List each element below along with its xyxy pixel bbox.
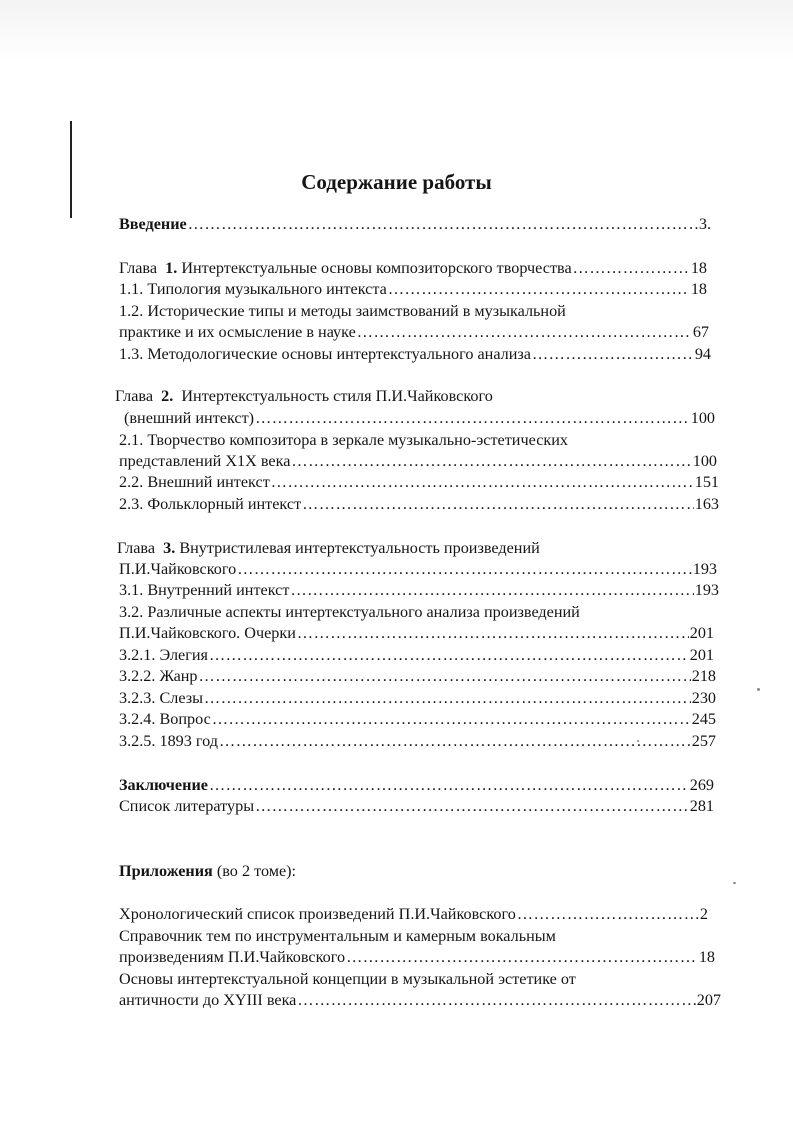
toc-leader — [209, 775, 689, 795]
toc-label: Введение — [119, 215, 187, 233]
scan-speck — [733, 882, 736, 884]
toc-entry-2-1 — [119, 451, 717, 471]
toc-leader — [297, 623, 689, 643]
toc-page: 151 — [694, 473, 719, 491]
toc-leader — [388, 279, 690, 299]
chapter-title: Интертекстуальные основы композиторского творчества — [181, 259, 572, 277]
toc-entry-chapter-2-line1 — [115, 386, 493, 406]
toc-leader — [212, 709, 691, 729]
scan-speck — [757, 688, 760, 691]
toc-leader — [199, 666, 691, 686]
toc-leader — [517, 904, 699, 924]
toc-label: 3.2.2. Жанр — [119, 667, 198, 685]
toc-label: 3.2.3. Слезы — [119, 689, 203, 707]
appendix-heading — [119, 861, 296, 881]
toc-leader — [255, 408, 690, 428]
toc-page: 94 — [694, 345, 711, 363]
toc-entry-chapter-2 — [124, 408, 715, 428]
toc-leader — [271, 472, 694, 492]
toc-page: 163 — [694, 495, 719, 513]
chapter-title: Интертекстуальность стиля П.И.Чайковского — [181, 387, 493, 405]
scan-shadow — [0, 0, 793, 60]
toc-entry-chapter-3-line1 — [117, 538, 540, 558]
chapter-word: Глава — [115, 387, 154, 405]
toc-label: 2.2. Внешний интекст — [119, 473, 270, 491]
toc-entry-3-2-5 — [119, 731, 716, 751]
toc-entry-1-3 — [119, 344, 711, 364]
toc-label — [119, 258, 572, 278]
toc-label: 1.3. Методологические основы интертекстуального анализа — [119, 345, 531, 363]
toc-entry-intro — [119, 214, 711, 234]
toc-label: (внешний интекст) — [124, 409, 255, 427]
chapter-title: Внутристилевая интертекстуальность произведений — [179, 539, 540, 557]
chapter-number: 2. — [161, 387, 174, 405]
toc-leader — [219, 731, 691, 751]
toc-entry-1-2 — [119, 322, 709, 342]
toc-page: 3. — [698, 215, 711, 233]
toc-label: 2.3. Фольклорный интекст — [119, 495, 302, 513]
toc-entry-chapter-1 — [119, 258, 707, 278]
toc-leader — [297, 990, 695, 1010]
toc-label: 1.1. Типология музыкального интекста — [119, 280, 387, 298]
toc-leader — [204, 688, 691, 708]
toc-page: 193 — [694, 581, 719, 599]
toc-entry-appendix-1 — [119, 904, 708, 924]
toc-label: представлений Х1Х века — [119, 452, 291, 470]
toc-entry-1-1 — [119, 279, 707, 299]
toc-entry-2-2 — [119, 472, 719, 492]
toc-page: 201 — [689, 646, 714, 664]
appendix-label: Приложения — [119, 862, 213, 880]
toc-entry-3-1 — [119, 580, 719, 600]
toc-leader — [532, 344, 694, 364]
toc-label: 3.2.5. 1893 год — [119, 732, 218, 750]
toc-label: практике и их осмысление в науке — [119, 323, 356, 341]
toc-page: 257 — [691, 732, 716, 750]
toc-label: Заключение — [119, 776, 208, 794]
toc-page: 100 — [690, 409, 715, 427]
toc-page: 18 — [698, 948, 715, 966]
toc-entry-appendix-2 — [119, 947, 715, 967]
toc-entry-3-2-line1: 3.2. Различные аспекты интертекстуального анализа произведений — [119, 603, 580, 621]
toc-leader — [188, 214, 698, 234]
toc-label: античности до XYIII века — [119, 991, 297, 1009]
chapter-word: Глава — [119, 259, 158, 277]
toc-page: 245 — [691, 710, 716, 728]
toc-label: Список литературы — [119, 797, 255, 815]
toc-label: Хронологический список произведений П.И.Чайковского — [119, 905, 516, 923]
chapter-number: 1. — [165, 259, 178, 277]
toc-leader — [290, 580, 693, 600]
toc-page: 230 — [691, 689, 716, 707]
toc-entry-appendix-3-line1: Основы интертекстуальной концепции в музыкальной эстетике от — [119, 970, 576, 988]
toc-entry-appendix-2-line1: Справочник тем по инструментальным и камерным вокальным — [119, 927, 556, 945]
toc-entry-3-2-1 — [119, 645, 714, 665]
toc-leader — [302, 494, 694, 514]
toc-label: П.И.Чайковского — [119, 560, 237, 578]
toc-page: 67 — [692, 323, 709, 341]
toc-entry-chapter-3 — [119, 559, 717, 579]
toc-entry-3-2-4 — [119, 709, 716, 729]
toc-entry-3-2-2 — [119, 666, 716, 686]
toc-label: П.И.Чайковского. Очерки — [119, 624, 296, 642]
chapter-number: 3. — [163, 539, 176, 557]
page-title: Содержание работы — [301, 170, 492, 194]
toc-label: 3.2.4. Вопрос — [119, 710, 211, 728]
toc-leader — [357, 322, 692, 342]
toc-entry-3-2-3 — [119, 688, 716, 708]
toc-leader — [573, 258, 690, 278]
toc-page: 2 — [699, 905, 708, 923]
toc-page: 207 — [696, 991, 721, 1009]
chapter-word: Глава — [117, 539, 156, 557]
toc-page: 18 — [690, 280, 707, 298]
toc-entry-literature — [119, 796, 714, 816]
toc-leader — [255, 796, 689, 816]
toc-entry-2-1-line1: 2.1. Творчество композитора в зеркале музыкально-эстетических — [119, 431, 568, 449]
toc-page: 100 — [692, 452, 717, 470]
toc-label: 3.1. Внутренний интекст — [119, 581, 290, 599]
toc-leader — [237, 559, 692, 579]
toc-label: произведениям П.И.Чайковского — [119, 948, 346, 966]
toc-leader — [209, 645, 689, 665]
appendix-note: (во 2 томе): — [216, 862, 297, 880]
toc-page: 201 — [689, 624, 714, 642]
toc-leader — [346, 947, 698, 967]
toc-page: 269 — [689, 776, 714, 794]
toc-entry-3-2 — [119, 623, 714, 643]
toc-page: 281 — [689, 797, 714, 815]
toc-entry-appendix-3 — [119, 990, 721, 1010]
toc-entry-1-2-line1: 1.2. Исторические типы и методы заимствований в музыкальной — [119, 302, 566, 320]
toc-entry-2-3 — [119, 494, 719, 514]
toc-page: 218 — [691, 667, 716, 685]
toc-leader — [291, 451, 691, 471]
toc-label: 3.2.1. Элегия — [119, 646, 208, 664]
toc-page: 193 — [692, 560, 717, 578]
toc-entry-conclusion — [119, 775, 714, 795]
toc-page: 18 — [690, 259, 707, 277]
